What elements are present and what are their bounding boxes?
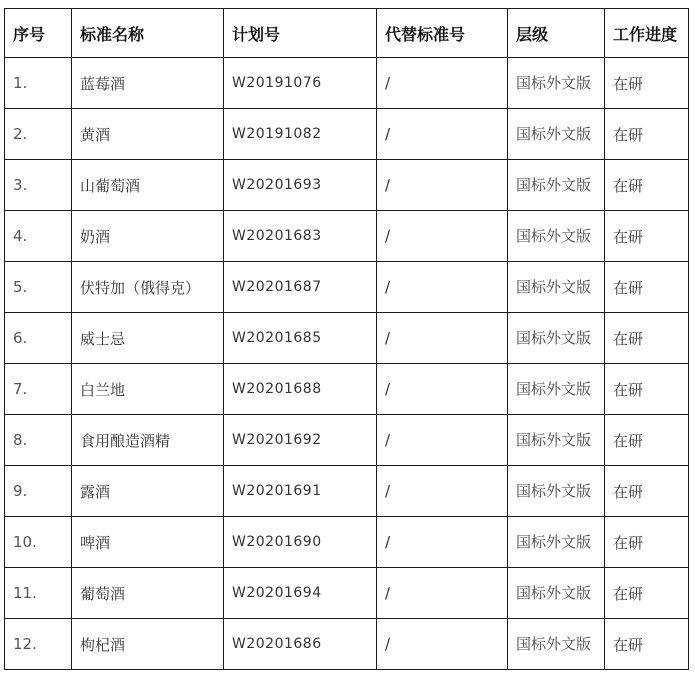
table-row <box>5 160 689 211</box>
cell-level: 国标外文版 <box>508 619 605 670</box>
table-row <box>5 313 689 364</box>
cell-progress: 在研 <box>605 262 689 313</box>
cell-level: 国标外文版 <box>508 364 605 415</box>
cell-standard-name: 伏特加（俄得克） <box>72 262 224 313</box>
cell-plan-number: W20201694 <box>224 568 377 619</box>
cell-replaced-standard: / <box>377 619 508 670</box>
cell-progress: 在研 <box>605 364 689 415</box>
table-row <box>5 109 689 160</box>
cell-level: 国标外文版 <box>508 415 605 466</box>
cell-level: 国标外文版 <box>508 262 605 313</box>
cell-replaced-standard: / <box>377 364 508 415</box>
cell-replaced-standard: / <box>377 160 508 211</box>
table-row <box>5 364 689 415</box>
cell-seq: 4. <box>5 211 72 262</box>
table-row <box>5 517 689 568</box>
cell-level: 国标外文版 <box>508 58 605 109</box>
cell-plan-number: W20201685 <box>224 313 377 364</box>
cell-level: 国标外文版 <box>508 160 605 211</box>
cell-seq: 7. <box>5 364 72 415</box>
cell-progress: 在研 <box>605 568 689 619</box>
table-row <box>5 58 689 109</box>
cell-progress: 在研 <box>605 313 689 364</box>
cell-progress: 在研 <box>605 415 689 466</box>
cell-seq: 1. <box>5 58 72 109</box>
standards-table <box>4 8 689 670</box>
cell-plan-number: W20201690 <box>224 517 377 568</box>
cell-progress: 在研 <box>605 109 689 160</box>
cell-standard-name: 山葡萄酒 <box>72 160 224 211</box>
cell-standard-name: 蓝莓酒 <box>72 58 224 109</box>
cell-standard-name: 黄酒 <box>72 109 224 160</box>
cell-progress: 在研 <box>605 211 689 262</box>
cell-progress: 在研 <box>605 160 689 211</box>
cell-progress: 在研 <box>605 466 689 517</box>
cell-replaced-standard: / <box>377 109 508 160</box>
header-seq: 序号 <box>5 9 72 58</box>
table-row <box>5 415 689 466</box>
cell-standard-name: 枸杞酒 <box>72 619 224 670</box>
cell-plan-number: W20191076 <box>224 58 377 109</box>
table-row <box>5 211 689 262</box>
cell-standard-name: 奶酒 <box>72 211 224 262</box>
cell-plan-number: W20201691 <box>224 466 377 517</box>
cell-replaced-standard: / <box>377 58 508 109</box>
cell-plan-number: W20201686 <box>224 619 377 670</box>
cell-standard-name: 葡萄酒 <box>72 568 224 619</box>
cell-progress: 在研 <box>605 58 689 109</box>
cell-level: 国标外文版 <box>508 313 605 364</box>
cell-plan-number: W20201688 <box>224 364 377 415</box>
cell-plan-number: W20201693 <box>224 160 377 211</box>
cell-plan-number: W20201683 <box>224 211 377 262</box>
cell-level: 国标外文版 <box>508 568 605 619</box>
header-replaced-standard: 代替标准号 <box>377 9 508 58</box>
cell-replaced-standard: / <box>377 313 508 364</box>
cell-seq: 6. <box>5 313 72 364</box>
cell-level: 国标外文版 <box>508 517 605 568</box>
header-level: 层级 <box>508 9 605 58</box>
cell-level: 国标外文版 <box>508 211 605 262</box>
table-header <box>5 9 689 58</box>
cell-seq: 12. <box>5 619 72 670</box>
cell-seq: 11. <box>5 568 72 619</box>
table-body <box>5 58 689 670</box>
cell-replaced-standard: / <box>377 415 508 466</box>
cell-standard-name: 露酒 <box>72 466 224 517</box>
header-progress: 工作进度 <box>605 9 689 58</box>
cell-replaced-standard: / <box>377 262 508 313</box>
table-row <box>5 619 689 670</box>
cell-seq: 9. <box>5 466 72 517</box>
table-row <box>5 568 689 619</box>
cell-seq: 5. <box>5 262 72 313</box>
cell-replaced-standard: / <box>377 211 508 262</box>
header-row <box>5 9 689 58</box>
header-plan-number: 计划号 <box>224 9 377 58</box>
header-standard-name: 标准名称 <box>72 9 224 58</box>
cell-level: 国标外文版 <box>508 109 605 160</box>
cell-standard-name: 啤酒 <box>72 517 224 568</box>
cell-seq: 3. <box>5 160 72 211</box>
cell-replaced-standard: / <box>377 466 508 517</box>
cell-replaced-standard: / <box>377 568 508 619</box>
cell-level: 国标外文版 <box>508 466 605 517</box>
cell-standard-name: 食用酿造酒精 <box>72 415 224 466</box>
cell-progress: 在研 <box>605 517 689 568</box>
cell-plan-number: W20191082 <box>224 109 377 160</box>
cell-plan-number: W20201692 <box>224 415 377 466</box>
cell-seq: 8. <box>5 415 72 466</box>
cell-standard-name: 白兰地 <box>72 364 224 415</box>
cell-seq: 2. <box>5 109 72 160</box>
table-row <box>5 466 689 517</box>
table-row <box>5 262 689 313</box>
cell-seq: 10. <box>5 517 72 568</box>
cell-plan-number: W20201687 <box>224 262 377 313</box>
cell-standard-name: 威士忌 <box>72 313 224 364</box>
cell-progress: 在研 <box>605 619 689 670</box>
cell-replaced-standard: / <box>377 517 508 568</box>
